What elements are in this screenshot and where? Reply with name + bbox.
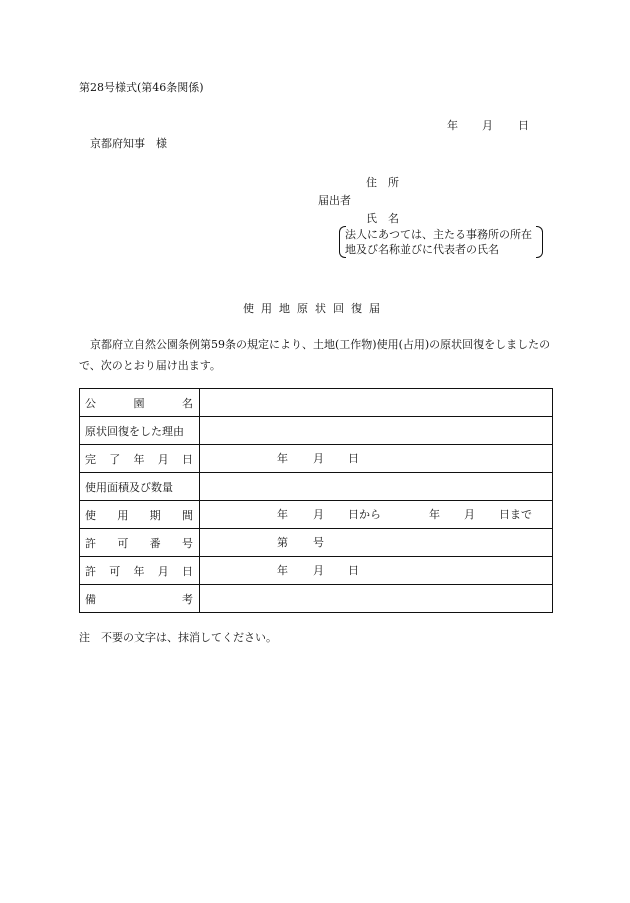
- corporate-note-line: 地及び名称並びに代表者の氏名: [345, 243, 499, 256]
- month-unit: 月: [313, 452, 324, 465]
- table-row: [80, 445, 553, 473]
- addressee: 京都府知事 様: [90, 137, 167, 150]
- corporate-note-line: 法人にあつては、主たる事務所の所在: [345, 228, 532, 241]
- label-char: 日: [182, 564, 193, 578]
- permit-number-field[interactable]: [200, 529, 553, 557]
- day-unit: 日: [348, 564, 359, 577]
- day-until-unit: 日まで: [499, 508, 532, 521]
- row-label-permit-number: [80, 529, 200, 557]
- label-char: 可: [117, 536, 129, 550]
- label-char: 了: [109, 452, 121, 466]
- address-label: 住 所: [366, 176, 399, 189]
- form-number: 第28号様式(第46条関係): [79, 81, 204, 94]
- footnote: 注 不要の文字は、抹消してください。: [79, 631, 277, 644]
- year-unit: 年: [429, 508, 440, 521]
- right-bracket: [536, 226, 543, 258]
- table-row: [80, 585, 553, 613]
- label-char: 用: [117, 508, 129, 522]
- corporate-note: [339, 226, 543, 258]
- label-char: 番: [149, 536, 161, 550]
- completion-date-field[interactable]: [200, 445, 553, 473]
- table-row: [80, 529, 553, 557]
- month-unit: 月: [464, 508, 475, 521]
- row-label-remarks: [80, 585, 200, 613]
- label-char: 間: [181, 508, 193, 522]
- year-unit: 年: [277, 564, 288, 577]
- day-unit: 日: [348, 452, 359, 465]
- day-from-unit: 日から: [348, 508, 381, 521]
- month-unit: 月: [313, 564, 324, 577]
- label-char: 園: [133, 396, 145, 410]
- body-text: 京都府立自然公園条例第59条の規定により、土地(工作物)使用(占用)の原状回復をしましたので、次のとおり届け出ます。: [79, 338, 551, 372]
- label-char: 公: [85, 396, 96, 410]
- applicant-role-label: 届出者: [318, 194, 351, 207]
- year-unit: 年: [277, 452, 288, 465]
- usage-period-field[interactable]: [200, 501, 553, 529]
- label-char: 可: [109, 564, 121, 578]
- row-label-completion-date: [80, 445, 200, 473]
- label-char: 年: [133, 564, 145, 578]
- body-paragraph: [79, 334, 557, 376]
- table-row: [80, 557, 553, 585]
- row-label-restoration-reason: [80, 417, 200, 445]
- row-label-usage-period: [80, 501, 200, 529]
- label-char: 名: [182, 396, 193, 410]
- year-unit: 年: [277, 508, 288, 521]
- label-text: 使用面積及び数量: [85, 480, 173, 494]
- number-suffix: 号: [313, 536, 324, 549]
- table-row: [80, 473, 553, 501]
- row-label-permit-date: [80, 557, 200, 585]
- table-row: [80, 389, 553, 417]
- label-char: 完: [85, 452, 96, 466]
- label-char: 月: [157, 452, 169, 466]
- label-char: 備: [85, 592, 96, 606]
- number-prefix: 第: [277, 536, 288, 549]
- table-row: [80, 501, 553, 529]
- label-char: 許: [85, 564, 96, 578]
- row-label-park-name: [80, 389, 200, 417]
- label-char: 期: [149, 508, 161, 522]
- notification-table: [79, 388, 553, 613]
- document-title: 使用地原状回復届: [243, 302, 387, 315]
- park-name-field[interactable]: [200, 389, 553, 417]
- row-label-area-quantity: [80, 473, 200, 501]
- label-char: 号: [181, 536, 193, 550]
- date-year-label: 年: [447, 119, 458, 132]
- month-unit: 月: [313, 508, 324, 521]
- label-char: 年: [133, 452, 145, 466]
- table-row: [80, 417, 553, 445]
- remarks-field[interactable]: [200, 585, 553, 613]
- label-char: 日: [182, 452, 193, 466]
- label-text: 原状回復をした理由: [85, 424, 184, 438]
- restoration-reason-field[interactable]: [200, 417, 553, 445]
- label-char: 月: [157, 564, 169, 578]
- permit-date-field[interactable]: [200, 557, 553, 585]
- date-month-label: 月: [482, 119, 493, 132]
- date-day-label: 日: [518, 119, 529, 132]
- name-label: 氏 名: [366, 212, 399, 225]
- label-char: 許: [85, 536, 96, 550]
- area-quantity-field[interactable]: [200, 473, 553, 501]
- label-char: 考: [182, 592, 193, 606]
- label-char: 使: [85, 508, 96, 522]
